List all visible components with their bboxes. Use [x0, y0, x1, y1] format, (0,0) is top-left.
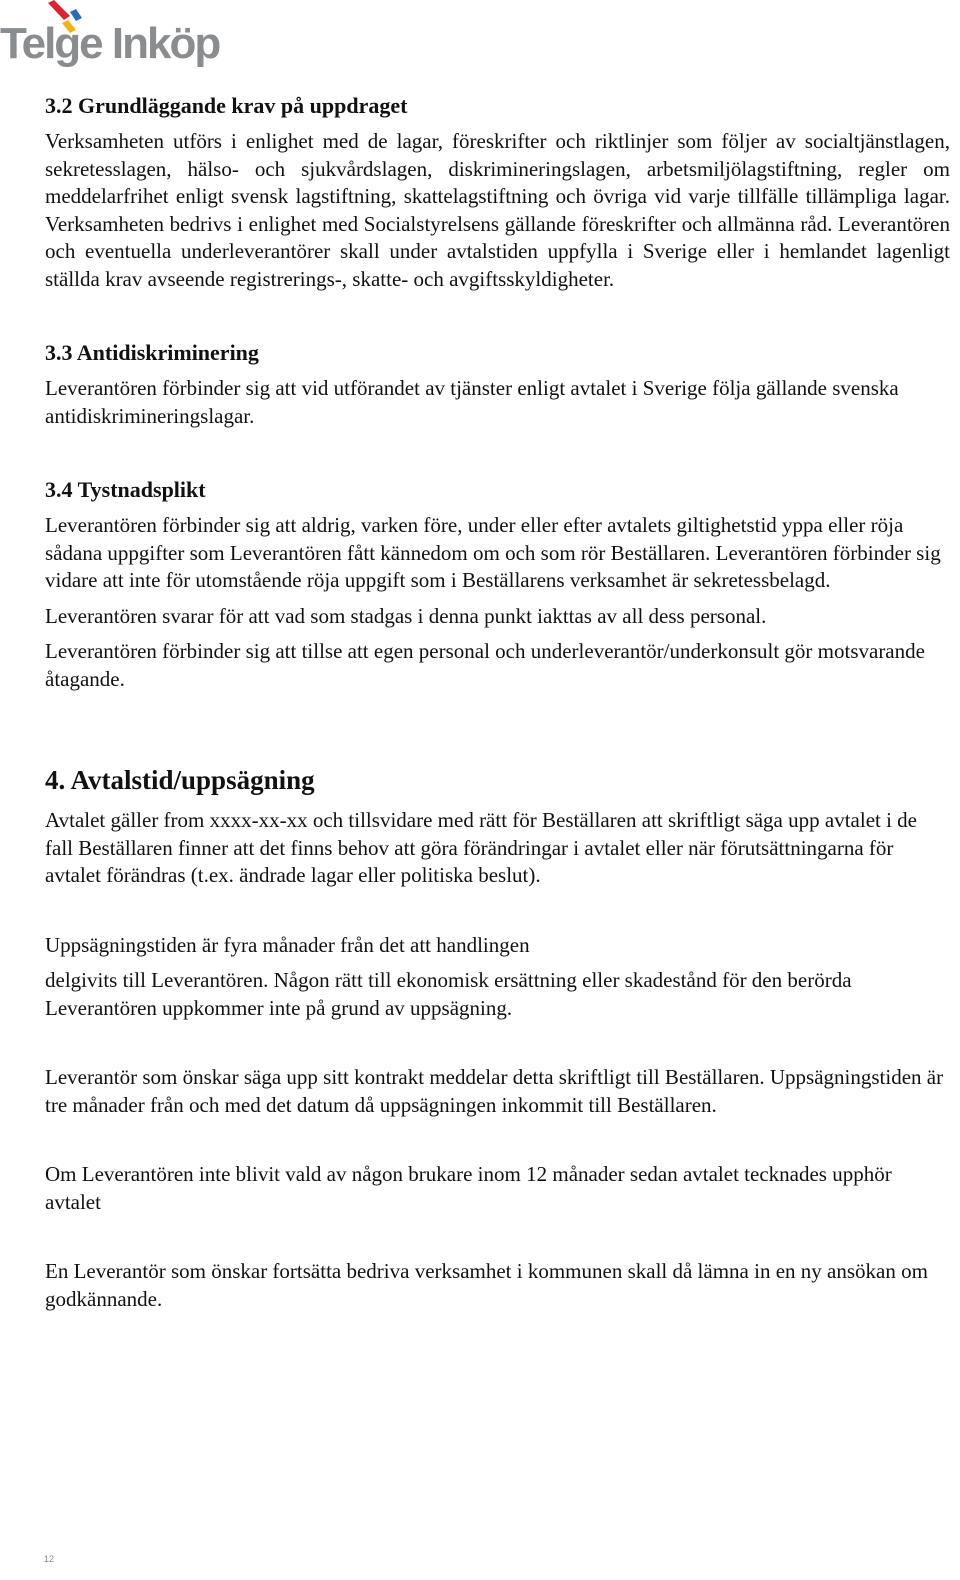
section-4-paragraph-1: Avtalet gäller from xxxx-xx-xx och tillsvidare med rätt för Beställaren att skriftligt säga upp avtalet i de fall Beställaren finner att det finns behov att göra förändringar i avtalet eller när förutsättningarna för avtalet förändras (t.ex. ändrade lagar eller politiska beslut).: [45, 808, 918, 887]
section-4-paragraph-6: En Leverantör som önskar fortsätta bedriva verksamhet i kommunen skall då lämna in en ny ansökan om godkännande.: [45, 1259, 928, 1311]
section-3-2-paragraph: Verksamheten utförs i enlighet med de lagar, föreskrifter och riktlinjer som följer av socialtjänstlagen, sekretesslagen, hälso- och sjukvårdslagen, diskrimineringslagen, arbetsmiljölagstiftning, regler om meddelarfrihet enligt svensk lagstiftning, skattelagstiftning och övriga vid varje tillfälle tillämpliga lagar. Verksamheten bedrivs i enlighet med Socialstyrelsens gällande föreskrifter och allmänna råd. Leverantören och eventuella underleverantörer skall under avtalstiden uppfylla i Sverige eller i hemlandet lagenligt ställda krav avseende registrerings-, skatte- och avgiftsskyldigheter.: [45, 129, 950, 291]
section-4-paragraph-5: Om Leverantören inte blivit vald av någon brukare inom 12 månader sedan avtalet tecknades upphör avtalet: [45, 1162, 892, 1214]
logo-accent-red: [48, 0, 70, 20]
section-3-4-paragraph-2: Leverantören svarar för att vad som stadgas i denna punkt iakttas av all dess personal.: [45, 603, 767, 628]
section-3-3-heading: 3.3 Antidiskriminering: [45, 340, 259, 365]
section-4-paragraph-2: Uppsägningstiden är fyra månader från det att handlingen: [45, 932, 530, 957]
document-body: [45, 92, 950, 1313]
section-4-paragraph-3: delgivits till Leverantören. Någon rätt till ekonomisk ersättning eller skadestånd för den berörda Leverantören uppkommer inte på grund av uppsägning.: [45, 968, 852, 1020]
section-3-4-paragraph-1: Leverantören förbinder sig att aldrig, varken före, under eller efter avtalets giltighetstid yppa eller röja sådana uppgifter som Leverantören fått kännedom om och som rör Beställaren. Leverantören förbinder sig vidare att inte för utomstående röja uppgift som i Beställarens verksamhet är sekretessbelagd.: [45, 513, 941, 592]
section-3-3-paragraph: Leverantören förbinder sig att vid utförandet av tjänster enligt avtalet i Sverige följa gällande svenska antidiskrimineringslagar.: [45, 376, 899, 428]
page-number: 12: [44, 1554, 55, 1564]
section-3-4-paragraph-3: Leverantören förbinder sig att tillse att egen personal och underleverantör/underkonsult gör motsvarande åtagande.: [45, 639, 925, 691]
logo-mark: [0, 0, 230, 70]
section-3-2-heading: 3.2 Grundläggande krav på uppdraget: [45, 93, 408, 118]
telge-inkop-logo: [0, 0, 230, 70]
section-4-heading: 4. Avtalstid/uppsägning: [45, 765, 315, 795]
logo-text: Telge Inköp: [0, 19, 220, 68]
section-4-paragraph-4: Leverantör som önskar säga upp sitt kontrakt meddelar detta skriftligt till Beställaren. Uppsägningstiden är tre månader från och med det datum då uppsägningen inkommit till Beställaren.: [45, 1065, 944, 1117]
section-3-4-heading: 3.4 Tystnadsplikt: [45, 477, 206, 502]
